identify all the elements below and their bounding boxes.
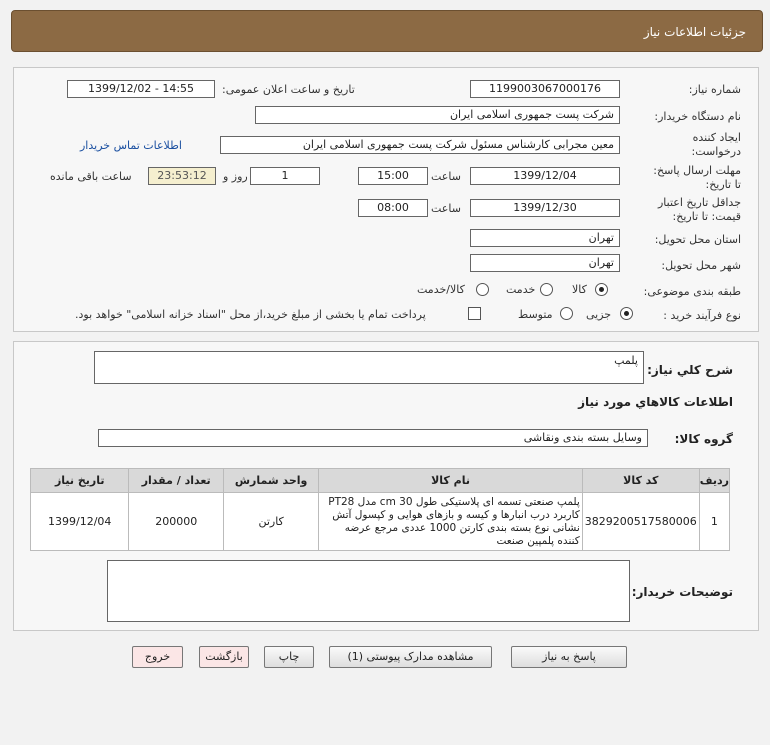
row-qty: 200000	[129, 493, 224, 551]
province-field: تهران	[470, 229, 620, 247]
announce-label: تاریخ و ساعت اعلان عمومی:	[222, 83, 355, 96]
process-label: نوع فرآیند خرید :	[663, 309, 741, 322]
buyer-contact-link[interactable]: اطلاعات تماس خریدار	[80, 139, 182, 152]
row-name: پلمپ صنعتی تسمه ای پلاستیکی طول cm 30 مدل PT28 کاربرد درب انبارها و کیسه و بازهای هوایی و کپسول آتش نشانی نوع بسته بندی کارتن 1000 عددی مرجع عرضه کننده پلمپین صنعت	[319, 493, 583, 551]
reply-time-label: ساعت	[431, 170, 461, 183]
process-option-minor: جزیی	[586, 308, 612, 321]
reply-date-field: 1399/12/04	[470, 167, 620, 185]
print-button[interactable]: چاپ	[264, 646, 314, 668]
page-header	[11, 10, 763, 52]
back-button[interactable]: بازگشت	[199, 646, 249, 668]
reply-deadline-label-1: مهلت ارسال پاسخ:	[653, 164, 741, 177]
buyer-notes-field	[107, 560, 630, 622]
process-radio-medium[interactable]	[560, 307, 573, 320]
treasury-payment-note: پرداخت تمام یا بخشی از مبلغ خرید،از محل "اسناد خزانه اسلامی" خواهد بود.	[75, 308, 426, 321]
row-number: 1	[699, 493, 729, 551]
need-summary-label: شرح كلي نياز:	[647, 363, 733, 377]
price-validity-time-label: ساعت	[431, 202, 461, 215]
reply-button[interactable]: پاسخ به نیاز	[511, 646, 627, 668]
category-label: طبقه بندی موضوعی:	[643, 285, 741, 298]
buyer-notes-label: توضیحات خریدار:	[631, 585, 733, 599]
table-header-row	[31, 469, 730, 493]
table-row	[31, 493, 730, 551]
city-label: شهر محل تحویل:	[661, 259, 741, 272]
requester-label-1: ایجاد کننده	[692, 131, 741, 144]
price-validity-date-field: 1399/12/30	[470, 199, 620, 217]
col-date-header: تاریخ نیاز	[31, 469, 129, 493]
province-label: استان محل تحویل:	[654, 233, 741, 246]
col-name-header: نام کالا	[319, 469, 583, 493]
row-date: 1399/12/04	[31, 493, 129, 551]
reply-time-field: 15:00	[358, 167, 428, 185]
price-validity-label-2: قیمت: تا تاریخ:	[672, 210, 741, 223]
price-validity-label-1: جداقل تاریخ اعتبار	[657, 196, 741, 209]
requester-field: معین مجرابی کارشناس مسئول شرکت پست جمهوری اسلامی ایران	[220, 136, 620, 154]
category-radio-service[interactable]	[540, 283, 553, 296]
col-code-header: کد کالا	[582, 469, 699, 493]
category-radio-goods[interactable]	[595, 283, 608, 296]
buyer-org-field: شرکت پست جمهوری اسلامی ایران	[255, 106, 620, 124]
page-title: جزئیات اطلاعات نیاز	[643, 25, 746, 39]
need-summary-field: پلمپ	[94, 351, 644, 384]
row-unit: کارتن	[223, 493, 318, 551]
view-attachments-button[interactable]: مشاهده مدارک پیوستی (1)	[329, 646, 492, 668]
remaining-label: ساعت باقی مانده	[50, 170, 132, 183]
process-option-medium: متوسط	[518, 308, 553, 321]
process-radio-minor[interactable]	[620, 307, 633, 320]
reply-deadline-label-2: تا تاریخ:	[705, 178, 741, 191]
requester-label-2: درخواست:	[691, 145, 741, 158]
goods-group-label: گروه كالا:	[674, 432, 733, 446]
category-option-goods-service: کالا/خدمت	[417, 283, 465, 296]
price-validity-time-field: 08:00	[358, 199, 428, 217]
goods-table	[30, 468, 730, 551]
category-option-service: خدمت	[506, 283, 536, 296]
goods-group-field: وسایل بسته بندی ونقاشی	[98, 429, 648, 447]
treasury-payment-checkbox[interactable]	[468, 307, 481, 320]
row-code: 3829200517580006	[582, 493, 699, 551]
goods-info-title: اطلاعات كالاهاي مورد نياز	[578, 395, 733, 409]
col-qty-header: تعداد / مقدار	[129, 469, 224, 493]
exit-button[interactable]: خروج	[132, 646, 183, 668]
remaining-time-field: 23:53:12	[148, 167, 216, 185]
category-option-goods: کالا	[572, 283, 587, 296]
need-number-field: 1199003067000176	[470, 80, 620, 98]
announce-field: 1399/12/02 - 14:55	[67, 80, 215, 98]
remaining-days-field: 1	[250, 167, 320, 185]
need-number-label: شماره نیاز:	[688, 83, 741, 96]
category-radio-goods-service[interactable]	[476, 283, 489, 296]
col-row-header: ردیف	[699, 469, 729, 493]
days-label: روز و	[223, 170, 248, 183]
buyer-org-label: نام دستگاه خریدار:	[654, 110, 741, 123]
col-unit-header: واحد شمارش	[223, 469, 318, 493]
city-field: تهران	[470, 254, 620, 272]
